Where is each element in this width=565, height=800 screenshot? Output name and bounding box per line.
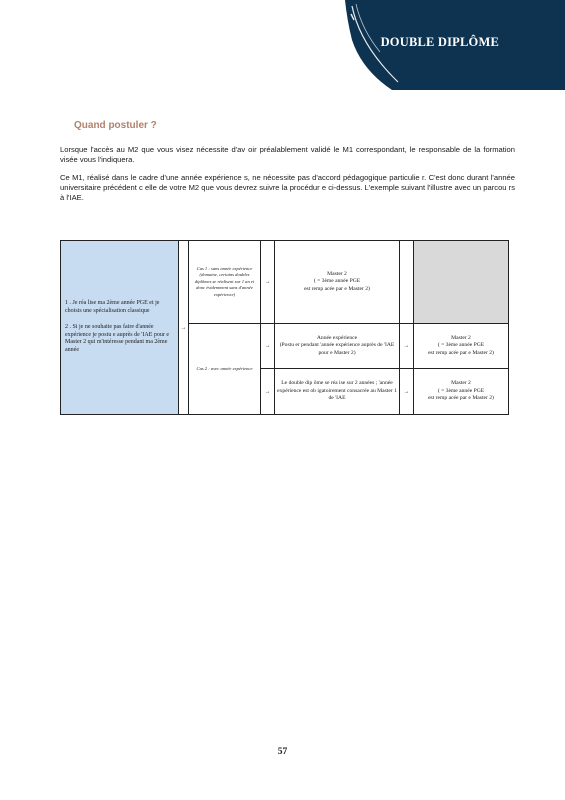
- arrow-icon: →: [261, 241, 275, 324]
- empty-arrow-cell: [400, 241, 414, 324]
- arrow-icon: →: [261, 369, 275, 415]
- left-description-cell: [61, 241, 179, 415]
- arrow-icon: →: [261, 324, 275, 369]
- paragraph-1: Lorsque l'accès au M2 que vous visez nécessite d'av oir préalablement validé le M1 correspondant, le responsable de la formation visée vous l'indiquera.: [60, 145, 515, 165]
- arrow-icon: →: [400, 369, 414, 415]
- arrow-icon: →: [400, 324, 414, 369]
- left-text-2: 2 . Si je ne souhaite pas faire d'année expérience je postu e auprès de 'IAE pour e Master 2 qui m'intéresse pendant ma 2ème année: [65, 323, 170, 354]
- double-diploma-note-cell: Le double dip ôme se réa ise sur 2 années ; 'année expérience est ob igatoirement consacrée au Master 1 de 'IAE: [275, 369, 400, 415]
- grey-empty-cell: [414, 241, 509, 324]
- arrow-icon: →: [179, 241, 189, 415]
- paragraph-2: Ce M1, réalisé dans le cadre d'une année expérience s, ne nécessite pas d'accord pédagogique particulie r. C'est donc durant l'année universitaire précédent c elle de votre M2 que vous devrez suivre la procédur e ci-dessus. L'exemple suivant l'illustre avec un parcou rs à l'IAE.: [60, 173, 515, 203]
- case-2-cell: Cas 2 : avec année expérience: [189, 324, 261, 415]
- section-title: Quand postuler ?: [74, 120, 157, 131]
- case-1-cell: Cas 1 : sans année expérience (domaine, certains doubles diplômes se réalisent sur 1 an et donc évidemment sans d'année expérience): [189, 241, 261, 324]
- master-final-cell: Master 2 ( = 3ème année PGE est remp acée par e Master 2): [414, 369, 509, 415]
- pathway-table: [60, 240, 509, 415]
- master-pge-cell: Master 2 ( = 3ème année PGE est remp acée par e Master 2): [275, 241, 400, 324]
- header-title: DOUBLE DIPLÔME: [380, 35, 499, 49]
- annee-experience-cell: Année expérience (Postu er pendant 'année expérience auprès de 'IAE pour e Master 2): [275, 324, 400, 369]
- master-iae-cell: Master 2 ( = 3ème année PGE est remp acée par e Master 2): [414, 324, 509, 369]
- page-number: 57: [277, 747, 288, 757]
- left-text-1: 1 . Je réa lise ma 2ème année PGE et je choisis une spécialisation classique: [65, 300, 160, 314]
